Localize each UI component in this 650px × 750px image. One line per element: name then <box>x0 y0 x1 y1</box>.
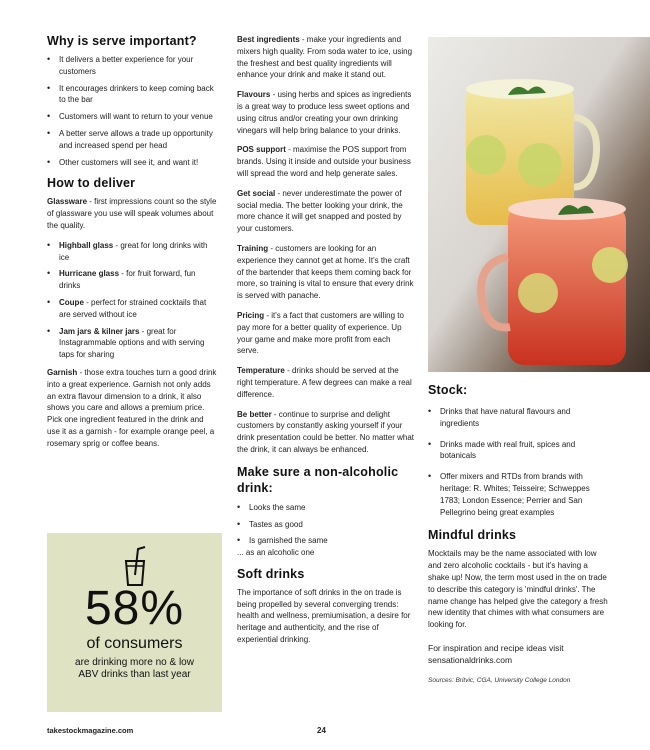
tip-text: - drinks should be served at the right temperature. A few degrees can make a real difference. <box>237 366 412 399</box>
why-item: • Customers will want to return to your venue <box>47 111 217 123</box>
glassware-para <box>47 196 217 231</box>
glass-item <box>47 268 217 292</box>
tip-text: - using herbs and spices as ingredients is a great way to produce less sweet options and using citrus and/or creating your own drinking vinegars will help bring balance to your drinks. <box>237 90 412 135</box>
mindful-heading: Mindful drinks <box>428 528 517 543</box>
soft-text: The importance of soft drinks in the on trade is being propelled by several converging trends: health and wellness, premiumisation, a desire for heritage and authenticity, and the rise of experiential drinking. <box>237 587 411 645</box>
sources-note: Sources: Britvic, CGA, University College London <box>428 676 571 684</box>
stock-item: • Offer mixers and RTDs from brands with heritage: R. Whites; Teisseire; Schweppes 1783; London Essence; Perrier and San Pellegrino being great examples <box>428 471 608 518</box>
how-heading: How to deliver <box>47 176 136 191</box>
why-list <box>47 54 217 168</box>
glass-item-label: Highball glass <box>59 240 114 250</box>
stat-description: are drinking more no & low ABV drinks than last year <box>75 657 194 680</box>
tip-label: Best ingredients <box>237 35 300 44</box>
soft-heading: Soft drinks <box>237 566 305 581</box>
tip-para <box>237 34 414 81</box>
nonalc-item: • Is garnished the same <box>237 535 414 547</box>
tip-text: - it's a fact that customers are willing to pay more for a better quality of experience. Up your game and make more profit from each serve. <box>237 310 404 356</box>
drinks-illustration <box>428 37 650 372</box>
glass-list <box>47 240 217 361</box>
glassware-label: Glassware <box>47 197 88 207</box>
tip-text: - maximise the POS support from brands. Using it inside and outside your business will spread the word and help generate sales. <box>237 145 411 178</box>
tip-para <box>237 409 414 456</box>
why-heading: Why is serve important? <box>47 34 197 48</box>
why-item: • Other customers will see it, and want it! <box>47 157 217 169</box>
glass-item <box>47 326 217 361</box>
nonalc-list <box>237 502 414 547</box>
glass-item-label: Jam jars & kilner jars <box>59 326 140 336</box>
glass-item <box>47 240 217 264</box>
tip-text: - never underestimate the power of social media. The better looking your drink, the more chance it will get snapped and posted by your customers. <box>237 188 403 234</box>
tip-label: Temperature <box>237 366 285 376</box>
stock-item: • Drinks made with real fruit, spices and botanicals <box>428 439 608 463</box>
why-item: • A better serve allows a trade up opportunity and increased spend per head <box>47 128 217 152</box>
column-right <box>428 383 608 684</box>
glassware-text: - first impressions count so the style of glassware you use will speak volumes about the quality. <box>47 197 217 230</box>
tip-para <box>237 310 414 357</box>
tip-label: POS support <box>237 145 286 155</box>
garnish-text: - those extra touches turn a good drink into a great experience. Garnish not only adds an extra flavour dimension to a drink, it also shows you care and allows a premium price. Pick one ingredient featured in the drink and use it as a garnish - for example orange peel, a rosemary sprig or coffee beans. <box>47 367 217 448</box>
nonalc-item: • Looks the same <box>237 502 414 514</box>
glass-item-text: - for fruit forward, fun drinks <box>59 269 196 291</box>
tip-para <box>237 144 414 179</box>
why-item: • It delivers a better experience for your customers <box>47 54 217 78</box>
glass-item-label: Hurricane glass <box>59 269 120 279</box>
nonalc-item: • Tastes as good <box>237 519 414 531</box>
tip-para <box>237 243 414 302</box>
mindful-text: Mocktails may be the name associated with low and zero alcoholic cocktails - but it's having a shake up! Now, the term most used in the on trade to describe this category is 'mindful drinks'. The name change has helped give the category a fresh new identity that chimes with what consumers are looking for. <box>428 549 608 630</box>
tip-text: - make your ingredients and mixers high quality. From soda water to ice, using the freshest and best quality ingredients will enhance your drink and make it stand out. <box>237 35 413 80</box>
tip-para <box>237 89 414 136</box>
stock-item: • Drinks that have natural flavours and ingredients <box>428 406 608 430</box>
column-middle <box>237 34 414 654</box>
tip-label: Pricing <box>237 310 265 320</box>
column-left <box>47 34 217 458</box>
garnish-label: Garnish <box>47 367 78 377</box>
tip-para <box>237 188 414 235</box>
jam-jar-drinks-photo <box>428 37 650 372</box>
stat-number: 58% <box>84 582 185 635</box>
footer-site: takestockmagazine.com <box>47 726 134 735</box>
stat-unit: of consumers <box>86 635 183 652</box>
stat-box <box>47 533 222 712</box>
nonalc-tail: ... as an alcoholic one <box>237 548 315 558</box>
glass-item-text: - perfect for strained cocktails that are served without ice <box>59 297 207 319</box>
glass-item-text: - great for long drinks with ice <box>59 240 208 262</box>
page-number: 24 <box>317 726 326 735</box>
stock-heading: Stock: <box>428 383 468 397</box>
glass-item-label: Coupe <box>59 297 84 307</box>
tip-text: - customers are looking for an experience they cannot get at home. It's the craft of the bartender that keeps them coming back for more, so training is vital to ensure that every drink is served with panache. <box>237 243 414 301</box>
why-item: • It encourages drinkers to keep coming back to the bar <box>47 83 217 107</box>
tip-label: Training <box>237 243 269 253</box>
tip-label: Get social <box>237 188 276 198</box>
glass-with-straw-icon <box>121 545 149 587</box>
garnish-para <box>47 367 217 450</box>
tip-label: Flavours <box>237 90 271 100</box>
stock-list <box>428 406 608 518</box>
tip-para <box>237 365 414 400</box>
tip-label: Be better <box>237 409 272 419</box>
nonalc-heading: Make sure a non-alcoholic drink: <box>237 464 399 495</box>
glass-item-text: - great for Instagrammable options and with serving taps for sharing <box>59 326 205 360</box>
tip-text: - continue to surprise and delight customers by constantly asking yourself if your drink presentation could be better. No matter what the drink, it can always be enhanced. <box>237 409 414 454</box>
glass-item <box>47 297 217 321</box>
inspiration-text: For inspiration and recipe ideas visit sensationaldrinks.com <box>428 642 564 665</box>
